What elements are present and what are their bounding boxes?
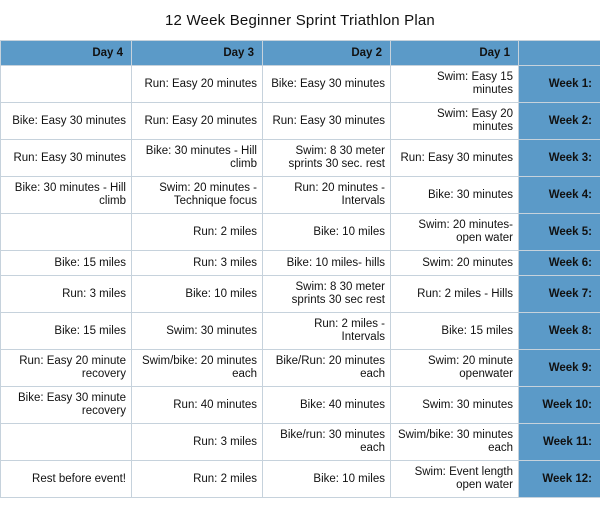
cell-day-4 — [1, 424, 132, 461]
cell-day-1: Bike: 15 miles — [391, 313, 519, 350]
cell-day-3: Run: 3 miles — [132, 251, 263, 276]
table-row — [1, 313, 600, 350]
cell-day-4: Run: 3 miles — [1, 276, 132, 313]
table-row — [1, 177, 600, 214]
table-row — [1, 140, 600, 177]
cell-day-2: Bike: Easy 30 minutes — [263, 66, 391, 103]
training-plan-table — [0, 40, 600, 498]
cell-week: Week 5: — [519, 214, 600, 251]
header-day-2: Day 2 — [263, 41, 391, 66]
cell-day-4 — [1, 66, 132, 103]
cell-day-3: Swim/bike: 20 minutes each — [132, 350, 263, 387]
page-title: 12 Week Beginner Sprint Triathlon Plan — [165, 12, 435, 29]
cell-day-2: Bike/run: 30 minutes each — [263, 424, 391, 461]
cell-day-1: Swim: 20 minute openwater — [391, 350, 519, 387]
header-day-4: Day 4 — [1, 41, 132, 66]
cell-day-4: Bike: 15 miles — [1, 313, 132, 350]
cell-day-4: Bike: 30 minutes - Hill climb — [1, 177, 132, 214]
cell-day-3: Run: Easy 20 minutes — [132, 103, 263, 140]
cell-day-4: Bike: 15 miles — [1, 251, 132, 276]
cell-week: Week 1: — [519, 66, 600, 103]
cell-day-3: Bike: 30 minutes - Hill climb — [132, 140, 263, 177]
cell-day-2: Bike: 40 minutes — [263, 387, 391, 424]
cell-day-1: Bike: 30 minutes — [391, 177, 519, 214]
table-row — [1, 424, 600, 461]
cell-day-4: Bike: Easy 30 minute recovery — [1, 387, 132, 424]
cell-day-2: Bike/Run: 20 minutes each — [263, 350, 391, 387]
cell-day-3: Run: 3 miles — [132, 424, 263, 461]
cell-day-2: Run: 2 miles - Intervals — [263, 313, 391, 350]
table-row — [1, 461, 600, 498]
header-day-1: Day 1 — [391, 41, 519, 66]
cell-week: Week 10: — [519, 387, 600, 424]
cell-day-3: Swim: 30 minutes — [132, 313, 263, 350]
cell-week: Week 11: — [519, 424, 600, 461]
table-row — [1, 276, 600, 313]
table-row — [1, 350, 600, 387]
cell-week: Week 9: — [519, 350, 600, 387]
cell-day-1: Run: Easy 30 minutes — [391, 140, 519, 177]
cell-day-3: Run: 2 miles — [132, 214, 263, 251]
cell-day-2: Swim: 8 30 meter sprints 30 sec rest — [263, 276, 391, 313]
cell-day-1: Swim: Easy 20 minutes — [391, 103, 519, 140]
cell-day-4: Run: Easy 30 minutes — [1, 140, 132, 177]
cell-day-1: Swim: 20 minutes- open water — [391, 214, 519, 251]
cell-day-1: Swim: 30 minutes — [391, 387, 519, 424]
cell-week: Week 3: — [519, 140, 600, 177]
header-week — [519, 41, 600, 66]
cell-day-2: Bike: 10 miles — [263, 214, 391, 251]
table-row — [1, 66, 600, 103]
cell-day-3: Swim: 20 minutes - Technique focus — [132, 177, 263, 214]
cell-week: Week 2: — [519, 103, 600, 140]
cell-day-2: Run: 20 minutes - Intervals — [263, 177, 391, 214]
cell-day-4 — [1, 214, 132, 251]
cell-week: Week 6: — [519, 251, 600, 276]
header-row — [1, 41, 600, 66]
header-day-3: Day 3 — [132, 41, 263, 66]
table-row — [1, 251, 600, 276]
cell-day-4: Rest before event! — [1, 461, 132, 498]
cell-day-3: Run: 2 miles — [132, 461, 263, 498]
cell-day-4: Bike: Easy 30 minutes — [1, 103, 132, 140]
cell-day-2: Bike: 10 miles- hills — [263, 251, 391, 276]
cell-day-2: Swim: 8 30 meter sprints 30 sec. rest — [263, 140, 391, 177]
table-row — [1, 103, 600, 140]
cell-day-3: Run: Easy 20 minutes — [132, 66, 263, 103]
cell-week: Week 4: — [519, 177, 600, 214]
cell-day-1: Swim: Event length open water — [391, 461, 519, 498]
table-row — [1, 214, 600, 251]
cell-day-3: Run: 40 minutes — [132, 387, 263, 424]
cell-day-1: Swim/bike: 30 minutes each — [391, 424, 519, 461]
cell-day-3: Bike: 10 miles — [132, 276, 263, 313]
cell-day-2: Run: Easy 30 minutes — [263, 103, 391, 140]
cell-week: Week 7: — [519, 276, 600, 313]
cell-week: Week 12: — [519, 461, 600, 498]
cell-day-2: Bike: 10 miles — [263, 461, 391, 498]
cell-day-4: Run: Easy 20 minute recovery — [1, 350, 132, 387]
cell-day-1: Swim: Easy 15 minutes — [391, 66, 519, 103]
table-row — [1, 387, 600, 424]
cell-day-1: Swim: 20 minutes — [391, 251, 519, 276]
cell-week: Week 8: — [519, 313, 600, 350]
cell-day-1: Run: 2 miles - Hills — [391, 276, 519, 313]
